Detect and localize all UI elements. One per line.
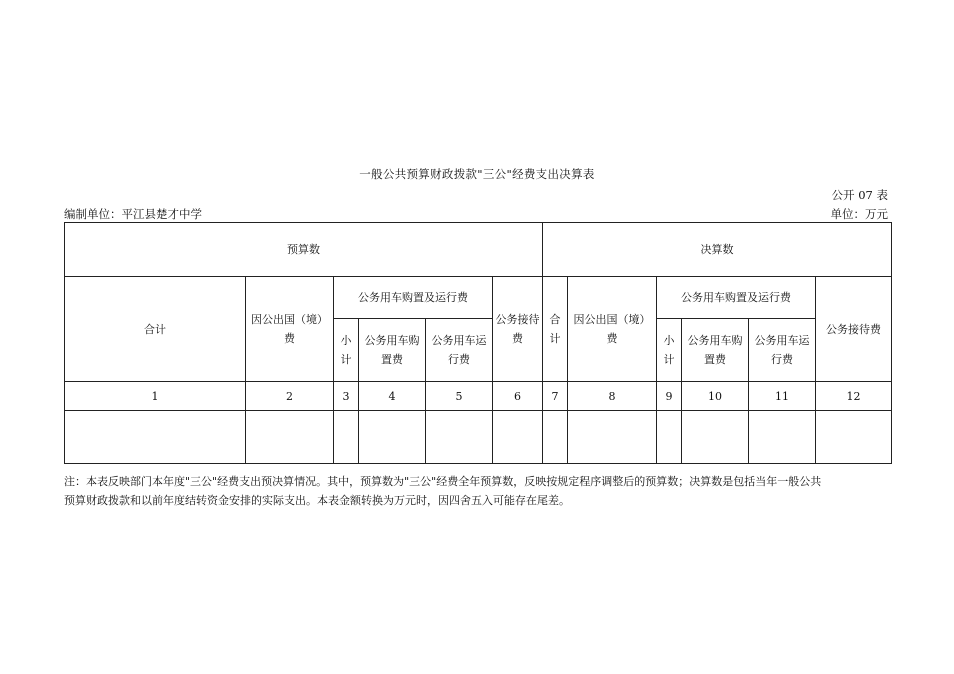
report-title: 一般公共预算财政拨款"三公"经费支出决算表 <box>359 167 595 181</box>
footnote-line-1: 注：本表反映部门本年度"三公"经费支出预决算情况。其中，预算数为"三公"经费全年预算数，反映按规定程序调整后的预算数；决算数是包括当年一般公共 <box>64 475 822 488</box>
data-row <box>65 411 892 464</box>
unit-label: 单位：万元 <box>830 207 888 221</box>
final-purchase-header: 公务用车购 置费 <box>682 319 749 382</box>
data-cell <box>816 411 892 464</box>
form-number: 公开 07 表 <box>831 188 888 202</box>
budget-abroad-header: 因公出国（境） 费 <box>246 277 334 382</box>
final-abroad-header: 因公出国（境） 费 <box>568 277 657 382</box>
column-number: 4 <box>359 382 426 411</box>
budget-operate-header: 公务用车运 行费 <box>426 319 493 382</box>
data-cell <box>493 411 543 464</box>
final-total-header: 合 计 <box>543 277 568 382</box>
column-number: 8 <box>568 382 657 411</box>
data-cell <box>426 411 493 464</box>
budget-total-header: 合计 <box>65 277 246 382</box>
data-cell <box>682 411 749 464</box>
final-reception-header: 公务接待费 <box>816 277 892 382</box>
column-number: 9 <box>657 382 682 411</box>
data-cell <box>568 411 657 464</box>
column-number: 1 <box>65 382 246 411</box>
budget-reception-header: 公务接待 费 <box>493 277 543 382</box>
expenditure-table <box>64 222 892 464</box>
final-vehicle-group-header: 公务用车购置及运行费 <box>657 277 816 319</box>
footnote-line-2: 预算财政拨款和以前年度结转资金安排的实际支出。本表金额转换为万元时，因四舍五入可能存在尾差。 <box>64 494 570 507</box>
final-operate-header: 公务用车运 行费 <box>749 319 816 382</box>
budget-vehicle-group-header: 公务用车购置及运行费 <box>334 277 493 319</box>
data-cell <box>334 411 359 464</box>
data-cell <box>543 411 568 464</box>
data-cell <box>65 411 246 464</box>
column-number: 5 <box>426 382 493 411</box>
column-number-row <box>65 382 892 411</box>
final-header: 决算数 <box>543 223 892 277</box>
data-cell <box>246 411 334 464</box>
column-number: 3 <box>334 382 359 411</box>
budget-subtotal-header: 小 计 <box>334 319 359 382</box>
organization-label: 编制单位：平江县楚才中学 <box>64 207 202 221</box>
final-subtotal-header: 小 计 <box>657 319 682 382</box>
column-number: 12 <box>816 382 892 411</box>
header-row-1 <box>65 277 892 319</box>
data-cell <box>359 411 426 464</box>
budget-purchase-header: 公务用车购 置费 <box>359 319 426 382</box>
column-number: 11 <box>749 382 816 411</box>
column-number: 2 <box>246 382 334 411</box>
column-number: 7 <box>543 382 568 411</box>
column-number: 6 <box>493 382 543 411</box>
data-cell <box>749 411 816 464</box>
group-header-row <box>65 223 892 277</box>
footnote <box>64 472 892 510</box>
data-cell <box>657 411 682 464</box>
column-number: 10 <box>682 382 749 411</box>
budget-header: 预算数 <box>65 223 543 277</box>
